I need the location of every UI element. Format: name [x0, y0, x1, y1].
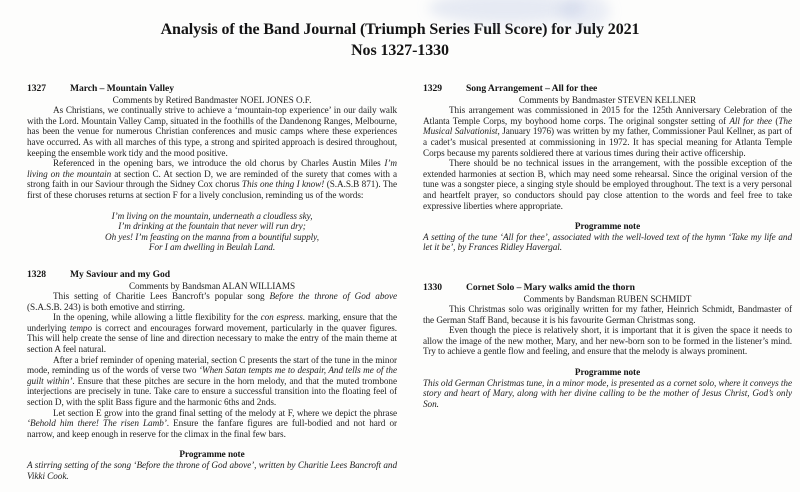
section-number: 1329 [423, 83, 442, 94]
verse-line: Oh yes! I’m feasting on the manna from a bountiful supply, [105, 231, 319, 242]
left-column [27, 84, 397, 481]
section-heading [27, 84, 397, 95]
verse-line: I’m living on the mountain, underneath a cloudless sky, [111, 210, 313, 221]
section-1330 [423, 283, 792, 410]
programme-note-heading: Programme note [574, 221, 641, 232]
programme-note-text: A stirring setting of the song ‘Before the throne of God above’, written by Charitie Lees Bancroft and Vikki Cook. [27, 460, 397, 481]
body-paragraph: This setting of Charitie Lees Bancroft’s popular song Before the throne of God above (S.A.S.B. 243) is both emotive and stirring. [27, 291, 397, 312]
section-1328 [27, 270, 397, 481]
body-paragraph: This Christmas solo was originally written for my father, Heinrich Schmidt, Bandmaster of the German Staff Band, because it is his favourite German Christmas song. [423, 304, 792, 325]
body-paragraph: Referenced in the opening bars, we introduce the old chorus by Charles Austin Miles I’m living on the mountain at section C. At section D, we are reminded of the surety that comes with a strong faith in our Saviour through the Sidney Cox chorus This one thing I know! (S.A.S.B 871). The first of these choruses returns at section F for a lively conclusion, reminding us of the words: [27, 158, 397, 200]
body-paragraph: In the opening, while allowing a little flexibility for the con espress. marking, ensure that the underlying tempo is correct and encourages forward movement, particularly in the quaver figures. This will help create the sense of line and direction necessary to make the entry of the main theme at section A feel natural. [27, 312, 397, 355]
two-column-body [0, 84, 800, 481]
section-number: 1327 [27, 83, 46, 94]
section-heading [27, 270, 397, 281]
section-title: Song Arrangement – All for thee [466, 83, 598, 94]
comments-byline: Comments by Bandsman ALAN WILLIAMS [128, 280, 296, 291]
section-1327 [27, 84, 397, 253]
section-heading [423, 84, 792, 95]
body-paragraph: This arrangement was commissioned in 2015 for the 125th Anniversary Celebration of the Atlanta Temple Corps, my boyhood home corps. The original songster setting of All for thee (The Musical Salvationist, January 1976) was written by my father, Commissioner Paul Kellner, as part of a cadet’s musical presented at commissioning in 1972. It has special meaning for Atlanta Temple Corps because my parents soldiered there at various times during their active officership. [423, 105, 792, 158]
comments-byline: Comments by Retired Bandmaster NOEL JONES O.F. [112, 94, 312, 105]
section-number: 1328 [27, 268, 46, 280]
verse-line: I’m drinking at the fountain that never will run dry; [118, 221, 306, 232]
document-title-line1: Analysis of the Band Journal (Triumph Series Full Score) for July 2021 [160, 21, 640, 38]
document-title-line2: Nos 1327-1330 [351, 42, 449, 59]
section-title: My Saviour and my God [70, 268, 171, 280]
right-column [423, 84, 792, 481]
verse-line: For I am dwelling in Beulah Land. [148, 242, 276, 253]
body-paragraph: There should be no technical issues in the arrangement, with the possible exception of the extended harmonies at section B, which may need some rehearsal. Since the original version of the tune was a songster piece, a singing style should be employed throughout. The text is a very personal and heartfelt prayer, so conductors should pay close attention to the words and feel free to take expressive liberties where appropriate. [423, 158, 792, 211]
section-number: 1330 [423, 281, 442, 293]
section-title: Cornet Solo – Mary walks amid the thorn [466, 281, 635, 293]
body-paragraph: Even though the piece is relatively short, it is important that it is given the space it needs to allow the image of the new mother, Mary, and her new-born son to be formed in the listener’s mind. Try to achieve a gentle flow and feeling, and ensure that the melody is always prominent. [423, 325, 792, 357]
verse-block [27, 211, 397, 253]
body-paragraph: After a brief reminder of opening material, section C presents the start of the tune in the minor mode, reminding us of the words of verse two ‘When Satan tempts me to despair, And tells me of the guilt within’. Ensure that these pitches are secure in the horn melody, and that the muted trombone interjections are precisely in tune. Take care to ensure a successful transition into the floating feel of section D, with the split Bass figure and the harmonic 6ths and 2nds. [27, 354, 397, 408]
programme-note-heading: Programme note [574, 367, 641, 378]
body-paragraph: Let section E grow into the grand final setting of the melody at F, where we depict the phrase ‘Behold him there! The risen Lamb’. Ensure the fanfare figures are full-bodied and not hard or narrow, and keep enough in reserve for the climax in the final few bars. [27, 407, 397, 439]
programme-note-heading: Programme note [179, 449, 245, 460]
section-1329 [423, 84, 792, 253]
comments-byline: Comments by Bandsman RUBEN SCHMIDT [523, 293, 692, 304]
programme-note-text: A setting of the tune ‘All for thee’, associated with the well-loved text of the hymn ‘Take my life and let it be’, by Frances Ridley Havergal. [423, 231, 792, 253]
document-title [0, 0, 800, 61]
section-title: March – Mountain Valley [70, 83, 174, 94]
section-heading [423, 283, 792, 294]
comments-byline: Comments by Bandmaster STEVEN KELLNER [518, 94, 697, 105]
programme-note-text: This old German Christmas tune, in a minor mode, is presented as a cornet solo, where it conveys the story and heart of Mary, along with her divine calling to be the mother of Jesus Christ, God’s only Son. [423, 377, 792, 409]
body-paragraph: As Christians, we continually strive to achieve a ‘mountain-top experience’ in our daily walk with the Lord. Mountain Valley Camp, situated in the foothills of the Dandenong Ranges, Melbourne, has been the venue for numerous Christian conferences and music camps where these experiences have occurred. As with all marches of this type, a strong and spirited approach is desired throughout, keeping the ensemble work tidy and the mood positive. [27, 105, 397, 158]
